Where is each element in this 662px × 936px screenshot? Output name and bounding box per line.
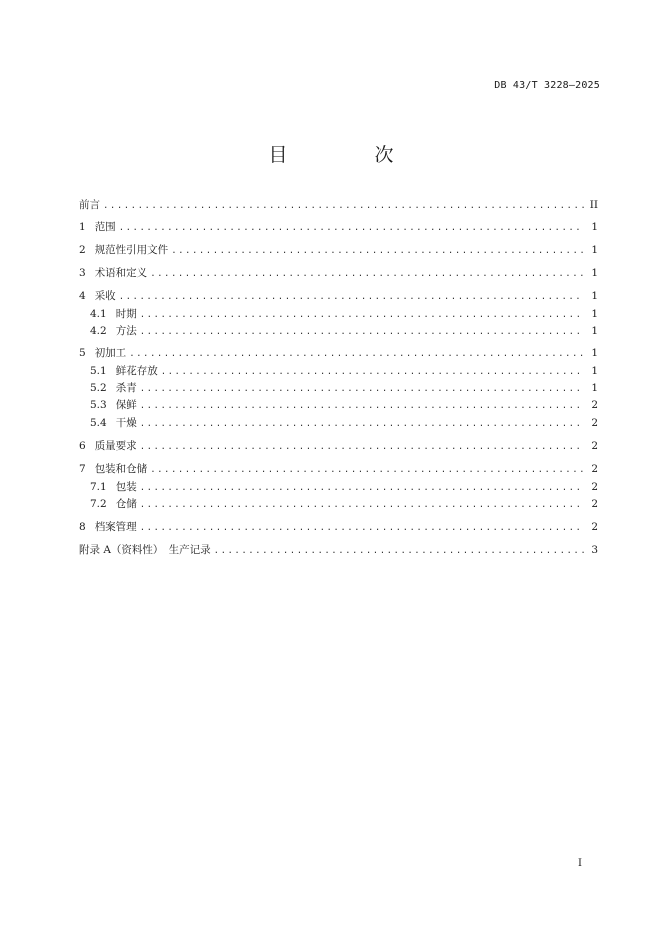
toc-entry[interactable]: [79, 347, 598, 360]
toc-entry[interactable]: [79, 325, 598, 338]
toc-entry-number: 2: [79, 244, 86, 256]
toc-entry-label: 范围: [94, 221, 116, 233]
toc-entry[interactable]: [79, 267, 598, 280]
toc-dot-leader: [161, 366, 584, 378]
toc-entry-label: 仓储: [115, 498, 137, 510]
toc-entry-label: 方法: [115, 325, 137, 337]
page-number: I: [578, 858, 582, 869]
toc-entry[interactable]: [79, 463, 598, 476]
toc-entry-number: 5.2: [90, 382, 107, 394]
toc-dot-leader: [140, 499, 584, 511]
toc-entry[interactable]: [79, 399, 598, 412]
toc-dot-leader: [140, 326, 584, 338]
toc-entry-number: 8: [79, 521, 86, 533]
toc-entry-page: 3: [591, 544, 598, 556]
toc-entry-label: 采收: [94, 290, 116, 302]
toc-dot-leader: [119, 222, 584, 234]
toc-entry-page: 1: [591, 308, 598, 320]
toc-dot-leader: [140, 400, 584, 412]
toc-entry-page: 1: [591, 347, 598, 359]
toc-entry-label: 附录 A（资料性） 生产记录: [79, 544, 211, 556]
toc-dot-leader: [119, 291, 584, 303]
toc-dot-leader: [140, 482, 584, 494]
toc-entry-label: 干燥: [115, 417, 137, 429]
toc-dot-leader: [150, 464, 584, 476]
toc-dot-leader: [103, 200, 584, 212]
toc-entry-number: 4.1: [90, 308, 107, 320]
toc-entry-page: 1: [591, 244, 598, 256]
toc-entry-label: 初加工: [94, 347, 127, 359]
toc-entry[interactable]: [79, 417, 598, 430]
toc-entry-page: 1: [591, 290, 598, 302]
toc-entry[interactable]: [79, 308, 598, 321]
toc-entry[interactable]: [79, 221, 598, 234]
toc-dot-leader: [140, 418, 584, 430]
toc-dot-leader: [214, 545, 584, 557]
toc-entry-number: 7.1: [90, 481, 107, 493]
toc-entry-label: 杀青: [115, 382, 137, 394]
toc-entry-page: 1: [591, 382, 598, 394]
toc-entry[interactable]: [79, 199, 598, 212]
toc-entry-page: 2: [591, 498, 598, 510]
toc-entry-page: 1: [591, 267, 598, 279]
toc-dot-leader: [140, 441, 584, 453]
toc-entry[interactable]: [79, 290, 598, 303]
toc-entry-number: 5.1: [90, 365, 107, 377]
toc-entry[interactable]: [79, 481, 598, 494]
toc-entry-page: 1: [591, 365, 598, 377]
toc-entry-number: 4.2: [90, 325, 107, 337]
toc-entry-label: 包装: [115, 481, 137, 493]
toc-entry-number: 5.3: [90, 399, 107, 411]
toc-entry-label: 保鲜: [115, 399, 137, 411]
toc-entry-label: 鲜花存放: [115, 365, 158, 377]
toc-entry-number: 3: [79, 267, 86, 279]
toc-entry[interactable]: [79, 544, 598, 557]
toc-entry[interactable]: [79, 244, 598, 257]
toc-dot-leader: [129, 348, 584, 360]
toc-entry-page: 2: [591, 440, 598, 452]
toc-entry-page: 2: [591, 463, 598, 475]
toc-entry-label: 时期: [115, 308, 137, 320]
toc-entry-label: 包装和仓储: [94, 463, 148, 475]
toc-entry-page: 1: [591, 221, 598, 233]
table-of-contents: [79, 199, 598, 557]
toc-entry-page: 2: [591, 481, 598, 493]
toc-entry[interactable]: [79, 382, 598, 395]
toc-entry-page: II: [589, 199, 598, 211]
toc-entry-page: 2: [591, 399, 598, 411]
toc-entry-number: 7: [79, 463, 86, 475]
toc-entry-number: 5.4: [90, 417, 107, 429]
toc-entry-number: 1: [79, 221, 86, 233]
page-title: 目 次: [268, 144, 428, 166]
toc-entry-label: 档案管理: [94, 521, 137, 533]
toc-dot-leader: [140, 522, 584, 534]
toc-entry-page: 1: [591, 325, 598, 337]
toc-entry[interactable]: [79, 521, 598, 534]
toc-entry-label: 术语和定义: [94, 267, 148, 279]
toc-dot-leader: [171, 245, 584, 257]
toc-entry-number: 4: [79, 290, 86, 302]
document-code: DB 43/T 3228—2025: [494, 80, 600, 91]
toc-entry-label: 前言: [79, 199, 100, 211]
toc-entry-number: 5: [79, 347, 86, 359]
toc-entry-page: 2: [591, 417, 598, 429]
toc-entry-number: 7.2: [90, 498, 107, 510]
toc-entry[interactable]: [79, 498, 598, 511]
toc-entry[interactable]: [79, 365, 598, 378]
toc-dot-leader: [140, 383, 584, 395]
toc-entry-label: 质量要求: [94, 440, 137, 452]
toc-entry-label: 规范性引用文件: [94, 244, 169, 256]
toc-entry-number: 6: [79, 440, 86, 452]
toc-dot-leader: [140, 309, 584, 321]
toc-dot-leader: [150, 268, 584, 280]
toc-entry[interactable]: [79, 440, 598, 453]
toc-entry-page: 2: [591, 521, 598, 533]
